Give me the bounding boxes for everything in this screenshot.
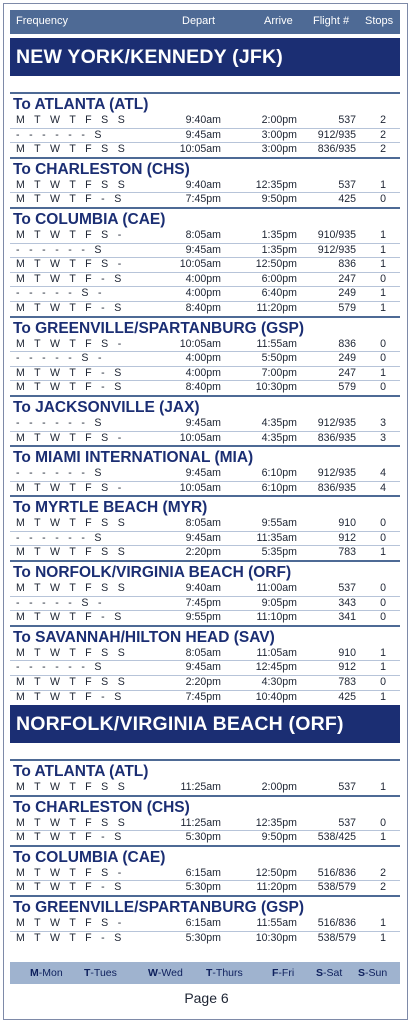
flight-row [10, 690, 400, 705]
stops-cell: 0 [380, 193, 386, 206]
frequency-cell: M T W T F - S [16, 690, 125, 703]
flight-row [10, 431, 400, 446]
legend-sat: S-Sat [316, 967, 343, 979]
depart-cell: 6:15am [185, 916, 221, 929]
flight-cell: 247 [338, 366, 356, 379]
arrive-cell: 5:50pm [261, 352, 297, 365]
stops-cell: 1 [380, 916, 386, 929]
depart-cell: 4:00pm [185, 272, 221, 285]
frequency-cell: M T W T F S S [16, 546, 129, 559]
arrive-header: Arrive [264, 15, 293, 27]
flight-row [10, 880, 400, 895]
arrive-cell: 4:35pm [261, 416, 297, 429]
frequency-cell: M T W T F S - [16, 916, 125, 929]
stops-cell: 2 [380, 143, 386, 156]
arrive-cell: 12:35pm [255, 816, 297, 829]
flight-row [10, 830, 400, 845]
flight-row [10, 531, 400, 546]
flight-row [10, 417, 400, 431]
stops-cell: 2 [380, 128, 386, 141]
flight-cell: 249 [338, 352, 356, 365]
stops-cell: 0 [380, 611, 386, 624]
frequency-cell: M T W T F S S [16, 582, 129, 595]
origin-banner-orf: NORFOLK/VIRGINIA BEACH (ORF) [10, 705, 400, 743]
depart-cell: 8:05am [185, 646, 221, 659]
flight-row [10, 467, 400, 481]
arrive-cell: 2:00pm [261, 781, 297, 793]
arrive-cell: 10:30pm [255, 931, 297, 944]
flight-cell: 538/579 [317, 881, 356, 894]
flight-row [10, 781, 400, 795]
flight-cell: 912 [338, 661, 356, 674]
frequency-cell: M T W T F S S [16, 178, 129, 191]
arrive-cell: 6:40pm [261, 287, 297, 300]
stops-cell: 1 [380, 831, 386, 844]
arrive-cell: 12:50pm [255, 258, 297, 271]
depart-cell: 10:05am [179, 258, 221, 271]
flight-row [10, 243, 400, 258]
depart-cell: 9:40am [185, 114, 221, 126]
arrive-cell: 10:30pm [255, 381, 297, 394]
legend-tue: T-Tues [84, 967, 117, 979]
frequency-cell: M T W T F S - [16, 228, 125, 241]
stops-cell: 0 [380, 676, 386, 689]
frequency-cell: M T W T F - S [16, 301, 125, 314]
flight-cell: 912 [338, 531, 356, 544]
stops-cell: 1 [380, 258, 386, 271]
flight-row [10, 610, 400, 625]
frequency-cell: M T W T F S S [16, 646, 129, 659]
flight-row [10, 380, 400, 395]
stops-cell: 1 [380, 646, 386, 659]
frequency-cell: - - - - - - S [16, 416, 105, 429]
flight-cell: 783 [338, 676, 356, 689]
flight-cell: 537 [338, 178, 356, 191]
column-header-bar [10, 10, 400, 34]
flight-row [10, 647, 400, 661]
frequency-cell: - - - - - - S [16, 661, 105, 674]
arrive-cell: 11:05am [256, 646, 297, 659]
arrive-cell: 9:55am [261, 517, 297, 530]
frequency-cell: M T W T F S - [16, 258, 125, 271]
stops-cell: 0 [380, 531, 386, 544]
flight-header: Flight # [313, 15, 350, 27]
depart-cell: 2:20pm [185, 546, 221, 559]
frequency-cell: M T W T F S - [16, 337, 125, 350]
depart-cell: 9:40am [185, 582, 221, 595]
frequency-cell: - - - - - - S [16, 467, 105, 480]
frequency-cell: M T W T F - S [16, 193, 125, 206]
flight-row [10, 257, 400, 272]
destination-heading: To GREENVILLE/SPARTANBURG (GSP) [10, 895, 400, 917]
arrive-cell: 11:55am [256, 916, 297, 929]
flight-cell: 516/836 [317, 866, 356, 879]
depart-cell: 10:05am [179, 337, 221, 350]
day-legend [10, 962, 400, 984]
frequency-cell: M T W T F - S [16, 611, 125, 624]
destination-heading: To MYRTLE BEACH (MYR) [10, 495, 400, 517]
depart-cell: 8:05am [185, 517, 221, 530]
flight-row [10, 286, 400, 301]
frequency-cell: M T W T F S - [16, 431, 125, 444]
frequency-cell: M T W T F - S [16, 831, 125, 844]
stops-cell: 0 [380, 816, 386, 829]
depart-header: Depart [182, 15, 216, 27]
stops-cell: 0 [380, 337, 386, 350]
stops-cell: 1 [380, 301, 386, 314]
flight-row [10, 128, 400, 143]
depart-cell: 11:25am [180, 781, 221, 793]
flight-row [10, 660, 400, 675]
frequency-cell: - - - - - - S [16, 128, 105, 141]
arrive-cell: 9:05pm [261, 596, 297, 609]
flight-row [10, 545, 400, 560]
stops-cell: 4 [380, 467, 386, 480]
destination-heading: To SAVANNAH/HILTON HEAD (SAV) [10, 625, 400, 647]
depart-cell: 11:25am [180, 816, 221, 829]
flight-row [10, 931, 400, 946]
arrive-cell: 11:55am [256, 337, 297, 350]
flight-cell: 247 [338, 272, 356, 285]
arrive-cell: 7:00pm [261, 366, 297, 379]
stops-cell: 1 [380, 781, 386, 793]
destination-heading: To ATLANTA (ATL) [10, 92, 400, 114]
frequency-cell: M T W T F - S [16, 272, 125, 285]
flight-row [10, 517, 400, 531]
flight-row [10, 596, 400, 611]
frequency-cell: M T W T F S S [16, 143, 129, 156]
stops-cell: 3 [380, 416, 386, 429]
flight-cell: 538/579 [317, 931, 356, 944]
depart-cell: 5:30pm [185, 881, 221, 894]
legend-mon: M-Mon [30, 967, 63, 979]
depart-cell: 7:45pm [185, 596, 221, 609]
frequency-cell: M T W T F - S [16, 381, 125, 394]
destination-heading: To ATLANTA (ATL) [10, 759, 400, 781]
flight-cell: 343 [338, 596, 356, 609]
flight-cell: 910 [338, 517, 356, 530]
depart-cell: 10:05am [179, 481, 221, 494]
stops-cell: 1 [380, 228, 386, 241]
flight-cell: 836/935 [317, 431, 356, 444]
depart-cell: 9:45am [185, 416, 221, 429]
stops-header: Stops [365, 15, 394, 27]
legend-thu: T-Thurs [206, 967, 243, 979]
flight-cell: 910 [338, 646, 356, 659]
depart-cell: 9:45am [185, 243, 221, 256]
stops-cell: 0 [380, 272, 386, 285]
destination-heading: To MIAMI INTERNATIONAL (MIA) [10, 445, 400, 467]
page-number: Page 6 [184, 990, 229, 1006]
flight-cell: 537 [338, 816, 356, 829]
depart-cell: 10:05am [179, 431, 221, 444]
stops-cell: 0 [380, 381, 386, 394]
arrive-cell: 3:00pm [261, 128, 297, 141]
frequency-cell: - - - - - S - [16, 287, 105, 300]
depart-cell: 9:45am [185, 531, 221, 544]
frequency-cell: - - - - - S - [16, 352, 105, 365]
flight-cell: 912/935 [317, 416, 356, 429]
depart-cell: 7:45pm [185, 690, 221, 703]
flight-row [10, 192, 400, 207]
flight-cell: 425 [338, 193, 356, 206]
flight-cell: 783 [338, 546, 356, 559]
arrive-cell: 6:10pm [261, 481, 297, 494]
flight-row [10, 229, 400, 243]
arrive-cell: 11:00am [256, 582, 297, 595]
flight-cell: 579 [338, 301, 356, 314]
arrive-cell: 6:00pm [261, 272, 297, 285]
stops-cell: 1 [380, 661, 386, 674]
flight-cell: 912/935 [317, 467, 356, 480]
destination-heading: To JACKSONVILLE (JAX) [10, 395, 400, 417]
arrive-cell: 11:35am [256, 531, 297, 544]
destination-heading: To COLUMBIA (CAE) [10, 207, 400, 229]
flight-cell: 425 [338, 690, 356, 703]
flight-row [10, 338, 400, 352]
stops-cell: 1 [380, 546, 386, 559]
flight-cell: 836 [338, 258, 356, 271]
frequency-cell: M T W T F - S [16, 881, 125, 894]
arrive-cell: 4:30pm [261, 676, 297, 689]
legend-wed: W-Wed [148, 967, 183, 979]
flight-cell: 836/935 [317, 481, 356, 494]
depart-cell: 8:40pm [185, 301, 221, 314]
depart-cell: 8:05am [185, 228, 221, 241]
flight-row [10, 817, 400, 831]
arrive-cell: 12:35pm [255, 178, 297, 191]
arrive-cell: 1:35pm [261, 243, 297, 256]
flight-cell: 537 [338, 114, 356, 126]
depart-cell: 4:00pm [185, 287, 221, 300]
flight-row [10, 675, 400, 690]
flight-row [10, 272, 400, 287]
depart-cell: 8:40pm [185, 381, 221, 394]
flight-row [10, 142, 400, 157]
arrive-cell: 10:40pm [255, 690, 297, 703]
frequency-header: Frequency [16, 15, 68, 27]
stops-cell: 1 [380, 178, 386, 191]
arrive-cell: 9:50pm [261, 193, 297, 206]
depart-cell: 9:45am [185, 128, 221, 141]
frequency-cell: M T W T F - S [16, 931, 125, 944]
arrive-cell: 5:35pm [261, 546, 297, 559]
stops-cell: 2 [380, 881, 386, 894]
legend-fri: F-Fri [272, 967, 295, 979]
frequency-cell: - - - - - - S [16, 243, 105, 256]
stops-cell: 0 [380, 596, 386, 609]
flight-row [10, 481, 400, 496]
frequency-cell: M T W T F S - [16, 481, 125, 494]
arrive-cell: 2:00pm [261, 114, 297, 126]
destination-heading: To GREENVILLE/SPARTANBURG (GSP) [10, 316, 400, 338]
flight-cell: 836/935 [317, 143, 356, 156]
flight-row [10, 867, 400, 881]
flight-cell: 341 [338, 611, 356, 624]
flight-cell: 537 [338, 582, 356, 595]
depart-cell: 10:05am [179, 143, 221, 156]
orf-schedule [10, 759, 400, 945]
arrive-cell: 11:20pm [256, 301, 297, 314]
stops-cell: 0 [380, 582, 386, 595]
stops-cell: 4 [380, 481, 386, 494]
frequency-cell: M T W T F S - [16, 866, 125, 879]
arrive-cell: 11:10pm [256, 611, 297, 624]
flight-cell: 836 [338, 337, 356, 350]
arrive-cell: 4:35pm [261, 431, 297, 444]
origin-banner-jfk: NEW YORK/KENNEDY (JFK) [10, 38, 400, 76]
arrive-cell: 11:20pm [256, 881, 297, 894]
frequency-cell: M T W T F - S [16, 366, 125, 379]
flight-row [10, 582, 400, 596]
frequency-cell: - - - - - S - [16, 596, 105, 609]
destination-heading: To CHARLESTON (CHS) [10, 157, 400, 179]
flight-row [10, 114, 400, 128]
flight-cell: 912/935 [317, 128, 356, 141]
destination-heading: To CHARLESTON (CHS) [10, 795, 400, 817]
flight-row [10, 351, 400, 366]
flight-cell: 538/425 [317, 831, 356, 844]
frequency-cell: M T W T F S S [16, 781, 129, 793]
flight-cell: 516/836 [317, 916, 356, 929]
arrive-cell: 3:00pm [261, 143, 297, 156]
depart-cell: 5:30pm [185, 831, 221, 844]
stops-cell: 0 [380, 352, 386, 365]
flight-cell: 910/935 [317, 228, 356, 241]
destination-heading: To COLUMBIA (CAE) [10, 845, 400, 867]
stops-cell: 1 [380, 243, 386, 256]
arrive-cell: 1:35pm [261, 228, 297, 241]
depart-cell: 9:45am [185, 661, 221, 674]
frequency-cell: M T W T F S S [16, 114, 129, 126]
arrive-cell: 9:50pm [261, 831, 297, 844]
arrive-cell: 12:50pm [255, 866, 297, 879]
flight-row [10, 366, 400, 381]
depart-cell: 9:45am [185, 467, 221, 480]
flight-row [10, 301, 400, 316]
stops-cell: 3 [380, 431, 386, 444]
depart-cell: 9:40am [185, 178, 221, 191]
depart-cell: 2:20pm [185, 676, 221, 689]
flight-row [10, 179, 400, 193]
flight-cell: 579 [338, 381, 356, 394]
arrive-cell: 6:10pm [261, 467, 297, 480]
stops-cell: 1 [380, 690, 386, 703]
stops-cell: 2 [380, 114, 386, 126]
depart-cell: 4:00pm [185, 366, 221, 379]
frequency-cell: - - - - - - S [16, 531, 105, 544]
depart-cell: 9:55pm [185, 611, 221, 624]
frequency-cell: M T W T F S S [16, 517, 129, 530]
depart-cell: 4:00pm [185, 352, 221, 365]
arrive-cell: 12:45pm [255, 661, 297, 674]
depart-cell: 7:45pm [185, 193, 221, 206]
jfk-schedule [10, 92, 400, 704]
legend-sun: S-Sun [358, 967, 388, 979]
depart-cell: 6:15am [185, 866, 221, 879]
flight-cell: 249 [338, 287, 356, 300]
flight-row [10, 917, 400, 931]
destination-heading: To NORFOLK/VIRGINIA BEACH (ORF) [10, 560, 400, 582]
stops-cell: 1 [380, 287, 386, 300]
stops-cell: 1 [380, 366, 386, 379]
depart-cell: 5:30pm [185, 931, 221, 944]
stops-cell: 0 [380, 517, 386, 530]
frequency-cell: M T W T F S S [16, 676, 129, 689]
stops-cell: 1 [380, 931, 386, 944]
stops-cell: 2 [380, 866, 386, 879]
flight-cell: 912/935 [317, 243, 356, 256]
flight-cell: 537 [338, 781, 356, 793]
frequency-cell: M T W T F S S [16, 816, 129, 829]
